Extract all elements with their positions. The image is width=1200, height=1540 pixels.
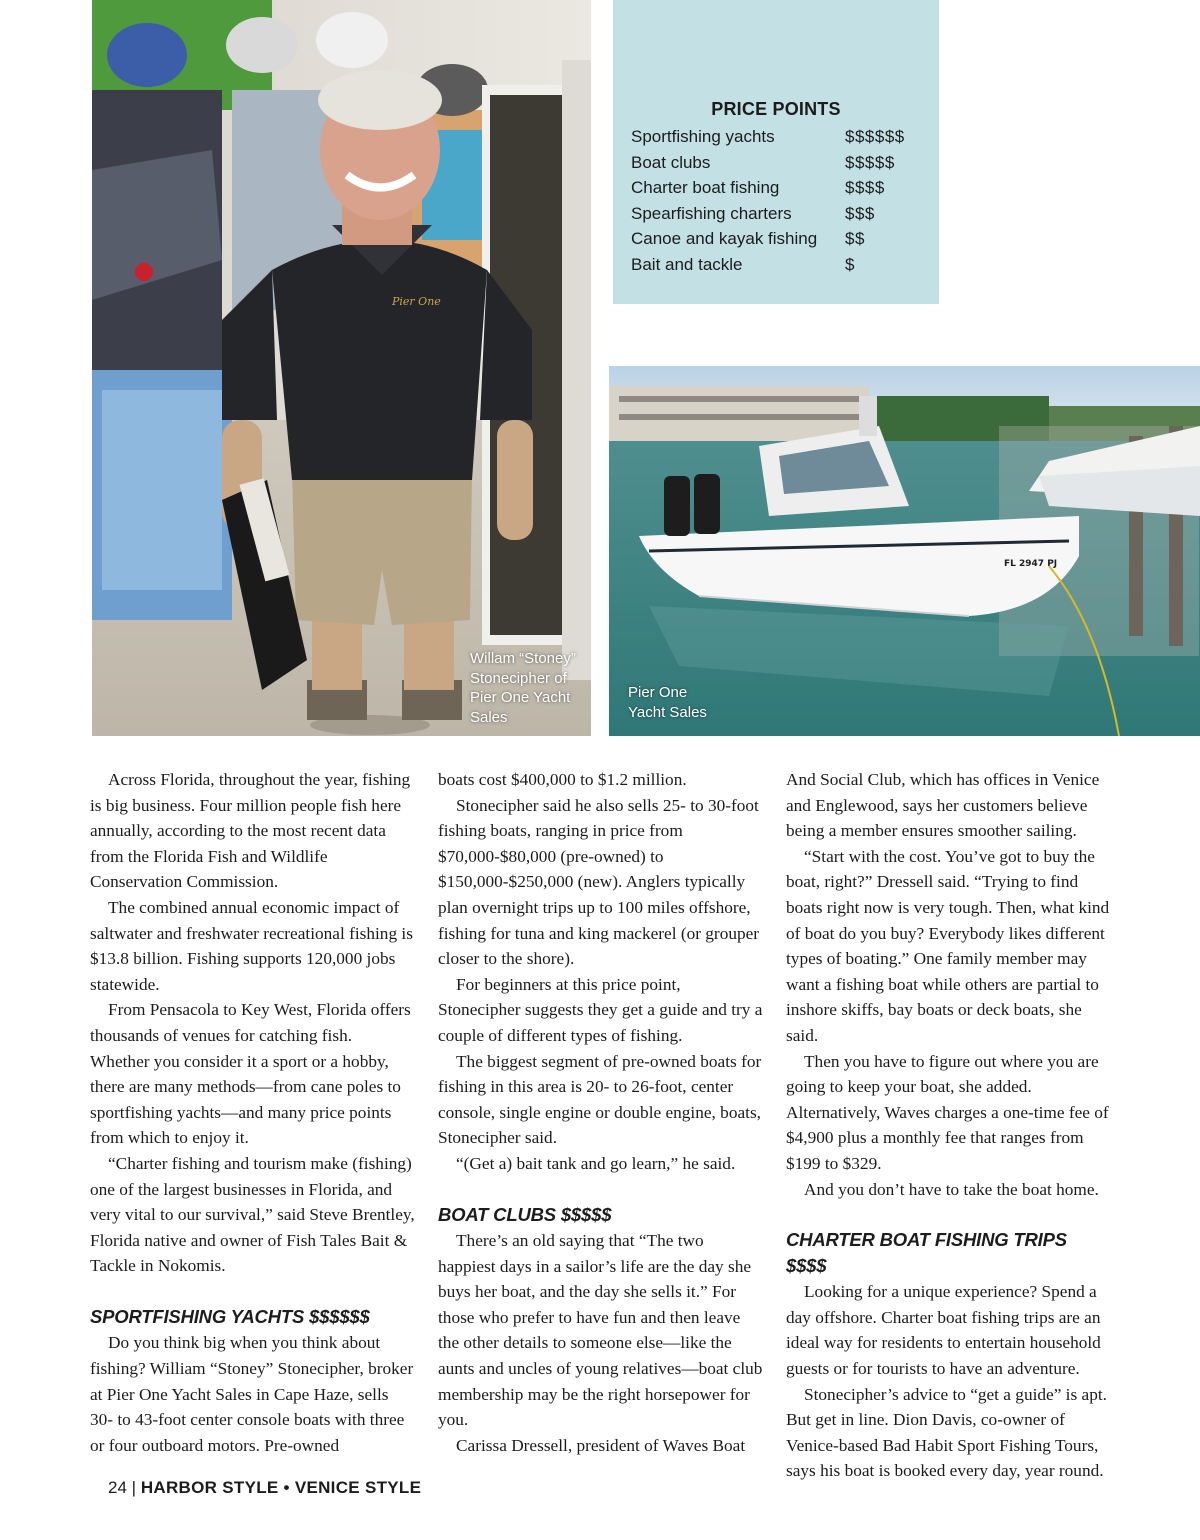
paragraph: Do you think big when you think about fishing? William “Stoney” Stonecipher, broker at Pier One Yacht Sales in Cape Haze, sells 30- to 43-foot center console boats with three or four outboard motors. Pre-owned <box>90 1333 414 1455</box>
paragraph: Across Florida, throughout the year, fishing is big business. Four million people fish here annually, according to the most recent data from the Florida Fish and Wildlife Conservation Commission. <box>90 770 411 892</box>
price-row <box>631 124 931 150</box>
caption-line: Pier One Yacht <box>470 689 571 706</box>
caption-line: Stonecipher of <box>470 669 567 687</box>
photo-stonecipher-caption <box>470 649 576 727</box>
price-row-name: Charter boat fishing <box>631 178 780 198</box>
photo-boat-caption <box>628 683 707 722</box>
caption-line: Pier One <box>628 684 688 701</box>
price-row-name: Sportfishing yachts <box>631 127 775 146</box>
paragraph: The combined annual economic impact of saltwater and freshwater recreational fishing is $13.8 billion. Fishing supports 120,000 jobs statewide. <box>90 897 413 994</box>
paragraph: “(Get a) bait tank and go learn,” he said. <box>456 1153 736 1173</box>
boat-registration: FL 2947 PJ <box>1004 559 1058 569</box>
paragraph: There’s an old saying that “The two happiest days in a sailor’s life are the day she buys her boat, and the day she sells it.” For those who prefer to have fun and then leave the other details to someone else—like the aunts and uncles of young relatives—boat club membership may be the right horsepower for you. <box>438 1231 763 1430</box>
price-row <box>631 150 931 176</box>
paragraph: And Social Club, which has offices in Venice and Englewood, says her customers believe being a member ensures smoother sailing. <box>786 770 1100 841</box>
paragraph: For beginners at this price point, Stonecipher suggests they get a guide and try a couple of different types of fishing. <box>438 974 763 1045</box>
page-number: 24 <box>108 1478 127 1497</box>
section-heading-sportfishing: SPORTFISHING YACHTS $$$$$$ <box>90 1305 370 1327</box>
publication-name: HARBOR STYLE • VENICE STYLE <box>140 1478 422 1497</box>
price-row-value: $$ <box>845 229 865 249</box>
price-row-value: $$$$ <box>845 178 885 198</box>
caption-line: Yacht Sales <box>628 703 707 721</box>
paragraph: And you don’t have to take the boat home. <box>804 1179 1099 1199</box>
price-points-list <box>631 124 931 278</box>
price-row <box>631 175 931 201</box>
paragraph: “Charter fishing and tourism make (fishing) one of the largest businesses in Florida, and very vital to our survival,” said Steve Brentley, Florida native and owner of Fish Tales Bait & Tackle in Nokomis. <box>90 1153 415 1276</box>
section-heading-boat-clubs: BOAT CLUBS $$$$$ <box>438 1203 612 1225</box>
svg-text:Pier One: Pier One <box>392 295 441 308</box>
paragraph: boats cost $400,000 to $1.2 million. <box>438 770 687 789</box>
price-row-name: Boat clubs <box>631 152 711 172</box>
photo-stonecipher <box>92 0 591 736</box>
photo-boat-image <box>609 366 1200 736</box>
price-row <box>631 201 931 227</box>
price-row-value: $$$ <box>845 203 875 223</box>
price-row-value: $$$$$ <box>845 152 895 172</box>
footer-separator: | <box>131 1478 137 1497</box>
price-row-name: Spearfishing charters <box>631 203 792 223</box>
article-column-3 <box>786 767 1111 1484</box>
page-footer <box>108 1478 421 1498</box>
paragraph: Stonecipher’s advice to “get a guide” is apt. But get in line. Dion Davis, co-owner of Venice-based Bad Habit Sport Fishing Tours, says his boat is booked every day, year round. <box>786 1384 1107 1481</box>
article-column-2 <box>438 767 763 1458</box>
paragraph: From Pensacola to Key West, Florida offers thousands of venues for catching fish. Whether you consider it a sport or a hobby, there are many methods—from cane poles to sportfishing yachts—and many price points from which to enjoy it. <box>90 1000 411 1148</box>
caption-line: Sales <box>470 708 508 726</box>
paragraph: Looking for a unique experience? Spend a day offshore. Charter boat fishing trips are an ideal way for residents to entertain household guests or for tourists to have an adventure. <box>786 1282 1101 1379</box>
paragraph: “Start with the cost. You’ve got to buy the boat, right?” Dressell said. “Trying to find boats right now is very tough. Then, what kind of boat do you buy? Everybody likes different types of boating.” One family member may want a fishing boat while others are partial to inshore skiffs, bay boats or deck boats, she said. <box>786 846 1110 1045</box>
price-row <box>631 252 931 278</box>
paragraph: Then you have to figure out where you are going to keep your boat, she added. Alternatively, Waves charges a one-time fee of $4,900 plus a monthly fee that ranges from $199 to $329. <box>786 1051 1109 1173</box>
photo-stonecipher-image <box>92 0 591 736</box>
price-row-value: $$$$$$ <box>845 127 905 146</box>
section-heading-charter: CHARTER BOAT FISHING TRIPS $$$$ <box>786 1229 1067 1276</box>
price-row-name: Canoe and kayak fishing <box>631 229 818 249</box>
paragraph: Stonecipher said he also sells 25- to 30-foot fishing boats, ranging in price from $70,000-$80,000 (pre-owned) to $150,000-$250,000 (new). Anglers typically plan overnight trips up to 100 miles offshore, fishing for tuna and king mackerel (or grouper closer to the shore). <box>438 795 760 969</box>
price-row <box>631 226 931 252</box>
price-points-title: PRICE POINTS <box>711 99 841 119</box>
price-row-value: $ <box>845 254 855 274</box>
caption-line: Willam “Stoney” <box>470 650 576 667</box>
photo-boat <box>609 366 1200 736</box>
paragraph: The biggest segment of pre-owned boats for fishing in this area is 20- to 26-foot, center console, single engine or double engine, boats, Stonecipher said. <box>438 1051 762 1148</box>
paragraph: Carissa Dressell, president of Waves Boat <box>456 1435 746 1455</box>
price-points-box <box>613 0 939 304</box>
article-column-1 <box>90 767 415 1458</box>
price-row-name: Bait and tackle <box>631 254 743 274</box>
